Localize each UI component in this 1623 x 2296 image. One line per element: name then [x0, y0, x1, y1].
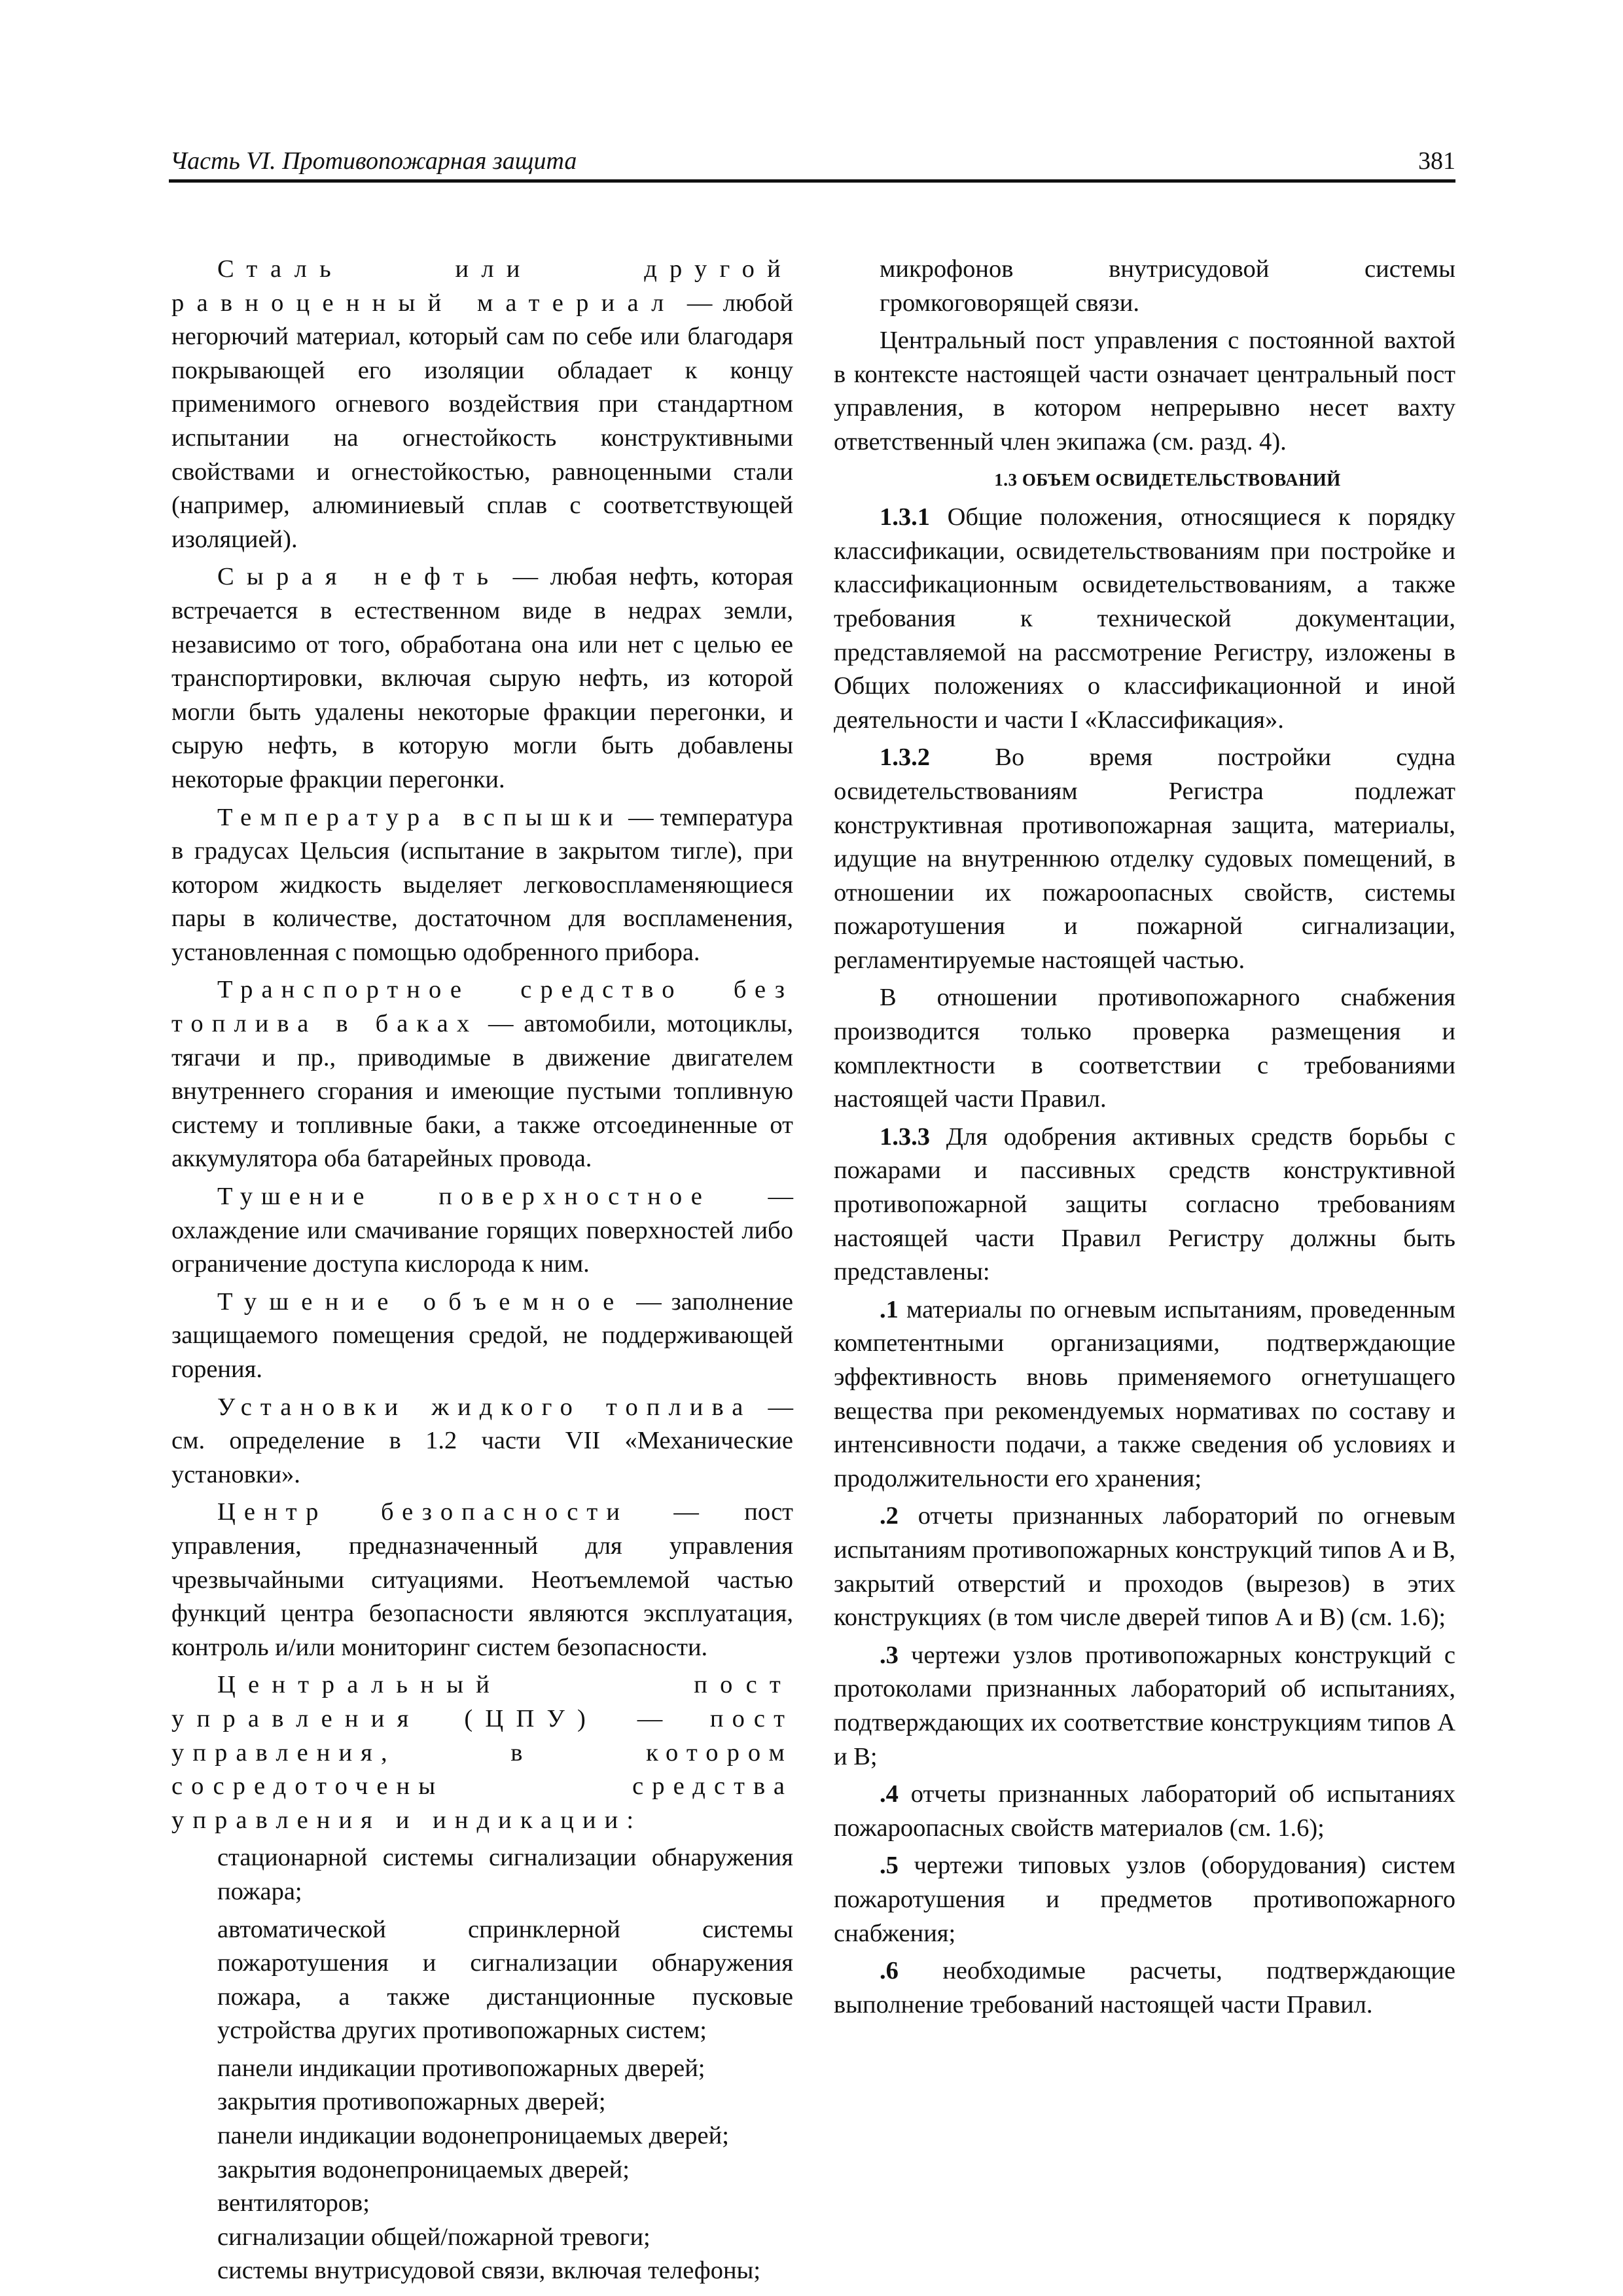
clause-1-3-1: [834, 501, 1455, 737]
left-column: [171, 253, 793, 2292]
definition-paragraph: [171, 1180, 793, 1282]
list-item: закрытия противопожарных дверей;: [217, 2088, 606, 2116]
clause-number: 1.3.2: [880, 744, 930, 772]
list-item: стационарной системы сигнализации обнаружения пожара;: [217, 1844, 793, 1905]
definition-paragraph: [171, 1496, 793, 1664]
term: Тушение поверхностное: [217, 1183, 711, 1211]
clause-number: 1.3.3: [880, 1122, 930, 1151]
definition-paragraph: [171, 1285, 793, 1387]
term: Установки жидкого топлива: [217, 1393, 752, 1421]
definition-paragraph: [171, 1668, 793, 1837]
definition-text: — автомобили, мотоциклы, тягачи и пр., приводимые в движение двигателем внутреннего сгорания и имеющие пустыми топливную систему и топливные баки, а также отсоединенные от аккумулятора оба батарейных провода.: [171, 1010, 793, 1173]
item-text: чертежи узлов противопожарных конструкций с протоколами признанных лабораторий об испытаниях, подтверждающих их соответствие конструкциям типов А и В;: [834, 1641, 1455, 1770]
paragraph: Центральный пост управления с постоянной вахтой в контексте настоящей части означает центральный пост управления, в котором непрерывно несет вахту ответственный член экипажа (см. разд. 4).: [834, 327, 1455, 456]
clause-text: Во время постройки судна освидетельствованиям Регистра подлежат конструктивная противопожарная защита, материалы, идущие на внутреннюю отделку судовых помещений, в отношении их пожароопасных свойств, системы пожаротушения и пожарной сигнализации, регламентируемые настоящей частью.: [834, 744, 1455, 974]
item-text: отчеты признанных лабораторий об испытаниях пожароопасных свойств материалов (см. 1.6);: [834, 1780, 1455, 1842]
item-number: .6: [880, 1957, 899, 1985]
list-item: [834, 1849, 1455, 1950]
clause-1-3-3: [834, 1121, 1455, 1289]
item-number: .4: [880, 1780, 899, 1808]
item-number: .2: [880, 1502, 899, 1530]
definition-text: — любая нефть, которая встречается в естественном виде в недрах земли, независимо от того, обработана она или нет с целью ее транспортировки, включая сырую нефть, из которой могли быть удалены некоторые фракции перегонки, и сырую нефть, в которую могли быть добавлены некоторые фракции перегонки.: [171, 563, 793, 793]
list-item: сигнализации общей/пожарной тревоги;: [217, 2223, 651, 2251]
term: Центральный пост управления (ЦПУ): [171, 1671, 793, 1732]
definition-text: — пост управления, в котором сосредоточены средства управления и индикации:: [171, 1704, 793, 1834]
list-item: [834, 1293, 1455, 1496]
term: Транспортное средство без топлива в баках: [171, 976, 793, 1038]
definition-text: — любой негорючий материал, который сам по себе или благодаря покрывающей его изоляции обладает к концу применимого огневого воздействия при стандартном испытании на огнестойкость конструктивными свойствами и огнестойкостью, равноценными стали (например, алюминиевый сплав с соответствующей изоляцией).: [171, 289, 793, 553]
list-item: системы внутрисудовой связи, включая телефоны;: [217, 2257, 761, 2285]
clause-text: Общие положения, относящиеся к порядку классификации, освидетельствованиям при постройке и классификационным освидетельствованиям, а также требования к технической документации, представляемой на рассмотрение Регистру, изложены в Общих положениях о классификационной и иной деятельности и части I «Классификация».: [834, 503, 1455, 734]
term: Тушение объемное: [217, 1287, 627, 1316]
list-item: автоматической спринклерной системы пожаротушения и сигнализации обнаружения пожара, а также дистанционные пусковые устройства других противопожарных систем;: [217, 1915, 793, 2045]
item-number: .5: [880, 1852, 899, 1880]
term: Сталь или другой равноценный материал: [171, 255, 793, 317]
right-column: [834, 253, 1455, 2026]
clause-number: 1.3.1: [880, 503, 930, 531]
definition-paragraph: [171, 560, 793, 797]
term: Температура вспышки: [217, 803, 622, 831]
clause-1-3-2: [834, 741, 1455, 977]
term: Центр безопасности: [217, 1498, 629, 1526]
page-number: 381: [1418, 147, 1455, 175]
definition-text: — заполнение защищаемого помещения средой, не поддерживающей горения.: [171, 1287, 793, 1383]
running-header: [169, 140, 1455, 183]
list-item: панели индикации водонепроницаемых дверей;: [217, 2122, 729, 2150]
list-item: [834, 1639, 1455, 1774]
definition-text: — охлаждение или смачивание горящих поверхностей либо ограничение доступа кислорода к ним.: [171, 1183, 793, 1278]
item-text: материалы по огневым испытаниям, проведенным компетентными организациями, подтверждающие эффективность вновь применяемого огнетушащего вещества при рекомендуемых нормативах по составу и интенсивности подачи, а также сведения об условиях и продолжительности его хранения;: [834, 1295, 1455, 1492]
list-item: [834, 1778, 1455, 1845]
definition-text: — пост управления, предназначенный для управления чрезвычайными ситуациями. Неотъемлемой частью функций центра безопасности являются эксплуатация, контроль и/или мониторинг систем безопасности.: [171, 1498, 793, 1661]
list-item: [834, 1499, 1455, 1634]
item-number: .3: [880, 1641, 899, 1669]
list-item: панели индикации противопожарных дверей;: [217, 2054, 705, 2082]
continued-text: микрофонов внутрисудовой системы громкоговорящей связи.: [880, 255, 1455, 317]
definition-text: — см. определение в 1.2 части VII «Механические установки».: [171, 1393, 793, 1488]
definition-paragraph: [171, 253, 793, 556]
item-text: чертежи типовых узлов (оборудования) систем пожаротушения и предметов противопожарного снабжения;: [834, 1852, 1455, 1947]
paragraph: В отношении противопожарного снабжения производится только проверка размещения и комплектности в соответствии с требованиями настоящей части Правил.: [834, 984, 1455, 1113]
running-header-title: Часть VI. Противопожарная защита: [170, 147, 577, 175]
clause-text: Для одобрения активных средств борьбы с пожарами и пассивных средств конструктивной противопожарной защиты согласно требованиям настоящей части Правил Регистру должны быть представлены:: [834, 1122, 1455, 1286]
list-item: [834, 1954, 1455, 2022]
section-heading: 1.3 ОБЪЕМ ОСВИДЕТЕЛЬСТВОВАНИЙ: [994, 469, 1341, 490]
list-item: закрытия водонепроницаемых дверей;: [217, 2155, 630, 2183]
definition-paragraph: [171, 973, 793, 1176]
item-number: .1: [880, 1295, 899, 1323]
term: Сырая нефть: [217, 563, 501, 591]
definition-paragraph: [171, 801, 793, 970]
item-text: отчеты признанных лабораторий по огневым испытаниям противопожарных конструкций типов А и В, закрытий отверстий и проходов (вырезов) в этих конструкциях (в том числе дверей типов А и В) (см. 1.6);: [834, 1502, 1455, 1632]
definition-text: — температура в градусах Цельсия (испытание в закрытом тигле), при котором жидкость выделяет легковоспламеняющиеся пары в количестве, достаточном для воспламенения, установленная с помощью одобренного прибора.: [171, 803, 793, 966]
list-item: вентиляторов;: [217, 2189, 370, 2217]
definition-paragraph: [171, 1391, 793, 1492]
item-text: необходимые расчеты, подтверждающие выполнение требований настоящей части Правил.: [834, 1957, 1455, 2018]
